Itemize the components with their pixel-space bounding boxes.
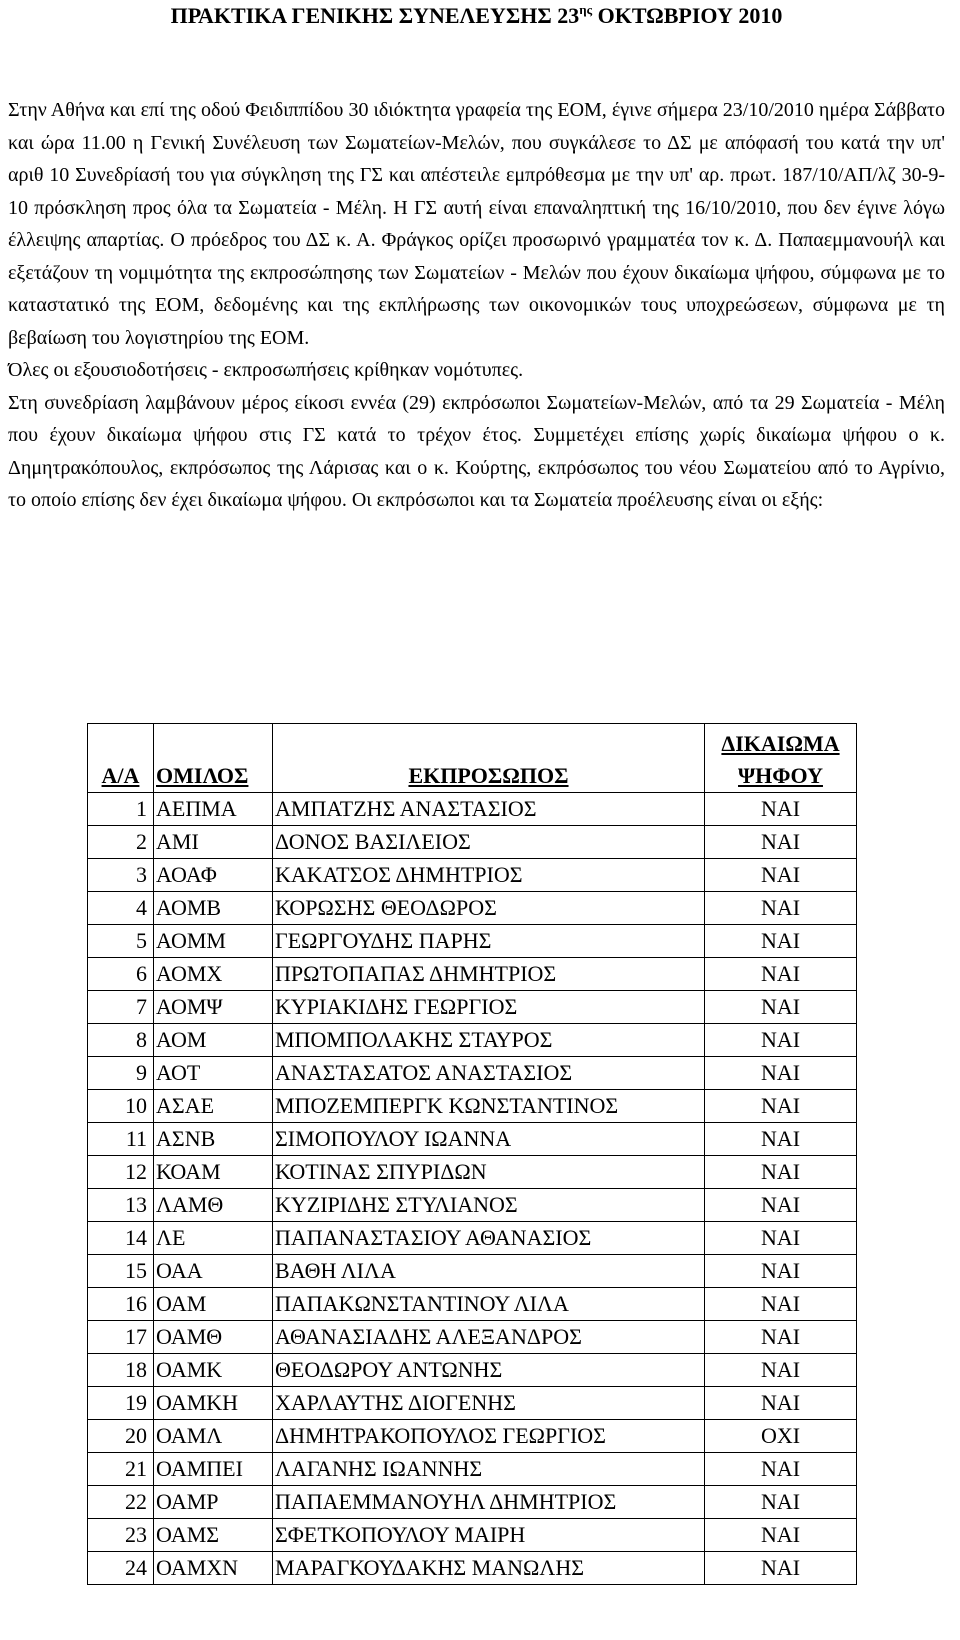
cell-aa: 8: [88, 1024, 154, 1057]
table-row: [88, 1156, 857, 1189]
cell-aa: 9: [88, 1057, 154, 1090]
cell-club: ΑΟΜΒ: [154, 892, 273, 925]
cell-vote-right: ΝΑΙ: [705, 991, 857, 1024]
paragraph-authorizations: Όλες οι εξουσιοδοτήσεις - εκπροσωπήσεις κρίθηκαν νομότυπες.: [8, 359, 524, 381]
cell-vote-right: ΝΑΙ: [705, 1519, 857, 1552]
cell-aa: 14: [88, 1222, 154, 1255]
cell-vote-right: ΝΑΙ: [705, 1255, 857, 1288]
header-aa: Α/Α: [88, 724, 154, 793]
cell-representative: ΣΦΕΤΚΟΠΟΥΛΟΥ ΜΑΙΡΗ: [273, 1519, 705, 1552]
cell-club: ΛΑΜΘ: [154, 1189, 273, 1222]
table-row: [88, 1123, 857, 1156]
document-title: [8, 0, 945, 30]
cell-vote-right: ΟΧΙ: [705, 1420, 857, 1453]
cell-club: ΟΑΜΠΕΙ: [154, 1453, 273, 1486]
cell-representative: ΧΑΡΛΑΥΤΗΣ ΔΙΟΓΕΝΗΣ: [273, 1387, 705, 1420]
cell-vote-right: ΝΑΙ: [705, 859, 857, 892]
table-row: [88, 793, 857, 826]
paragraph-attendance: Στη συνεδρίαση λαμβάνουν μέρος είκοσι εννέα (29) εκπρόσωποι Σωματείων-Μελών, από τα 29 Σωματεία - Μέλη που έχουν δικαίωμα ψήφου στις ΓΣ κατά το τρέχον έτος. Συμμετέχει επίσης χωρίς δικαίωμα ψήφου ο κ. Δημητρακόπουλος, εκπρόσωπος της Λάρισας και ο κ. Κούρτης, εκπρόσωπος του νέου Σωματείου από το Αγρίνιο, το οποίο επίσης δεν έχει δικαίωμα ψήφου. Οι εκπρόσωποι και τα Σωματεία προέλευσης είναι οι εξής:: [8, 391, 945, 511]
cell-representative: ΜΑΡΑΓΚΟΥΔΑΚΗΣ ΜΑΝΩΛΗΣ: [273, 1552, 705, 1585]
cell-club: ΑΟΜΧ: [154, 958, 273, 991]
cell-vote-right: ΝΑΙ: [705, 892, 857, 925]
cell-representative: ΚΥΖΙΡΙΔΗΣ ΣΤΥΛΙΑΝΟΣ: [273, 1189, 705, 1222]
cell-club: ΑΣΝΒ: [154, 1123, 273, 1156]
cell-vote-right: ΝΑΙ: [705, 1354, 857, 1387]
cell-aa: 18: [88, 1354, 154, 1387]
table-row: [88, 1552, 857, 1585]
cell-representative: ΠΑΠΑΝΑΣΤΑΣΙΟΥ ΑΘΑΝΑΣΙΟΣ: [273, 1222, 705, 1255]
cell-representative: ΛΑΓΑΝΗΣ ΙΩΑΝΝΗΣ: [273, 1453, 705, 1486]
cell-representative: ΚΑΚΑΤΣΟΣ ΔΗΜΗΤΡΙΟΣ: [273, 859, 705, 892]
cell-club: ΑΟΜ: [154, 1024, 273, 1057]
header-vote-line2: ΨΗΦΟΥ: [738, 763, 823, 788]
table-row: [88, 925, 857, 958]
cell-aa: 2: [88, 826, 154, 859]
title-prefix: ΠΡΑΚΤΙΚΑ ΓΕΝΙΚΗΣ ΣΥΝΕΛΕΥΣΗΣ 23: [170, 3, 580, 28]
table-row: [88, 892, 857, 925]
cell-aa: 7: [88, 991, 154, 1024]
cell-aa: 12: [88, 1156, 154, 1189]
cell-representative: ΠΑΠΑΕΜΜΑΝΟΥΗΛ ΔΗΜΗΤΡΙΟΣ: [273, 1486, 705, 1519]
cell-representative: ΣΙΜΟΠΟΥΛΟΥ ΙΩΑΝΝΑ: [273, 1123, 705, 1156]
cell-representative: ΠΡΩΤΟΠΑΠΑΣ ΔΗΜΗΤΡΙΟΣ: [273, 958, 705, 991]
title-suffix: ΟΚΤΩΒΡΙΟΥ 2010: [592, 3, 783, 28]
table-row: [88, 1222, 857, 1255]
paragraph-opening: Στην Αθήνα και επί της οδού Φειδιππίδου 30 ιδιόκτητα γραφεία της ΕΟΜ, έγινε σήμερα 23/10/2010 ημέρα Σάββατο και ώρα 11.00 η Γενική Συνέλευση των Σωματείων-Μελών, που συγκάλεσε το ΔΣ με απόφασή του κατά την υπ' αριθ 10 Συνεδρίασή του για σύγκληση της ΓΣ και απέστειλε εμπρόθεσμα με την υπ' αρ. πρωτ. 187/10/ΑΠ/λζ 30-9-10 πρόσκληση προς όλα τα Σωματεία - Μέλη. Η ΓΣ αυτή είναι επαναληπτική της 16/10/2010, που δεν έγινε λόγω έλλειψης απαρτίας. Ο πρόεδρος του ΔΣ κ. Α. Φράγκος ορίζει προσωρινό γραμματέα τον κ. Δ. Παπαεμμανουήλ και εξετάζουν τη νομιμότητα της εκπροσώπησης των Σωματείων - Μελών που έχουν δικαίωμα ψήφου, σύμφωνα με το καταστατικό της ΕΟΜ, δεδομένης και της εκπλήρωσης των οικονομικών τους υποχρεώσεων, σύμφωνα με τη βεβαίωση του λογιστηρίου της ΕΟΜ.: [8, 99, 945, 349]
cell-club: ΛΕ: [154, 1222, 273, 1255]
representatives-table: [87, 723, 857, 1585]
cell-vote-right: ΝΑΙ: [705, 1288, 857, 1321]
title-superscript: ης: [579, 2, 593, 17]
table-header-row: [88, 724, 857, 793]
table-row: [88, 1255, 857, 1288]
cell-club: ΟΑΜΧΝ: [154, 1552, 273, 1585]
cell-vote-right: ΝΑΙ: [705, 1321, 857, 1354]
cell-aa: 23: [88, 1519, 154, 1552]
cell-aa: 19: [88, 1387, 154, 1420]
cell-club: ΟΑΑ: [154, 1255, 273, 1288]
cell-vote-right: ΝΑΙ: [705, 958, 857, 991]
cell-representative: ΔΗΜΗΤΡΑΚΟΠΟΥΛΟΣ ΓΕΩΡΓΙΟΣ: [273, 1420, 705, 1453]
cell-aa: 22: [88, 1486, 154, 1519]
cell-vote-right: ΝΑΙ: [705, 1156, 857, 1189]
cell-representative: ΒΑΘΗ ΛΙΛΑ: [273, 1255, 705, 1288]
table-row: [88, 1189, 857, 1222]
cell-vote-right: ΝΑΙ: [705, 1453, 857, 1486]
cell-club: ΑΕΠΜΑ: [154, 793, 273, 826]
cell-aa: 15: [88, 1255, 154, 1288]
header-vote-line1: ΔΙΚΑΙΩΜΑ: [721, 731, 840, 756]
cell-aa: 5: [88, 925, 154, 958]
cell-club: ΟΑΜΡ: [154, 1486, 273, 1519]
cell-vote-right: ΝΑΙ: [705, 1189, 857, 1222]
cell-aa: 10: [88, 1090, 154, 1123]
cell-vote-right: ΝΑΙ: [705, 1387, 857, 1420]
cell-representative: ΚΥΡΙΑΚΙΔΗΣ ΓΕΩΡΓΙΟΣ: [273, 991, 705, 1024]
cell-club: ΟΑΜΚΗ: [154, 1387, 273, 1420]
cell-aa: 20: [88, 1420, 154, 1453]
cell-club: ΑΜΙ: [154, 826, 273, 859]
cell-representative: ΚΟΤΙΝΑΣ ΣΠΥΡΙΔΩΝ: [273, 1156, 705, 1189]
cell-club: ΟΑΜΘ: [154, 1321, 273, 1354]
table-row: [88, 1387, 857, 1420]
cell-club: ΟΑΜΚ: [154, 1354, 273, 1387]
table-row: [88, 1321, 857, 1354]
table-row: [88, 1024, 857, 1057]
cell-club: ΑΟΜΜ: [154, 925, 273, 958]
table-row: [88, 1354, 857, 1387]
table-row: [88, 826, 857, 859]
cell-representative: ΠΑΠΑΚΩΝΣΤΑΝΤΙΝΟΥ ΛΙΛΑ: [273, 1288, 705, 1321]
table-row: [88, 1486, 857, 1519]
cell-aa: 4: [88, 892, 154, 925]
cell-representative: ΘΕΟΔΩΡΟΥ ΑΝΤΩΝΗΣ: [273, 1354, 705, 1387]
cell-aa: 11: [88, 1123, 154, 1156]
cell-aa: 1: [88, 793, 154, 826]
cell-vote-right: ΝΑΙ: [705, 826, 857, 859]
header-club: ΟΜΙΛΟΣ: [154, 724, 273, 793]
cell-representative: ΑΝΑΣΤΑΣΑΤΟΣ ΑΝΑΣΤΑΣΙΟΣ: [273, 1057, 705, 1090]
table-row: [88, 1453, 857, 1486]
cell-club: ΑΟΜΨ: [154, 991, 273, 1024]
cell-vote-right: ΝΑΙ: [705, 1222, 857, 1255]
cell-vote-right: ΝΑΙ: [705, 793, 857, 826]
cell-club: ΚΟΑΜ: [154, 1156, 273, 1189]
cell-representative: ΚΟΡΩΣΗΣ ΘΕΟΔΩΡΟΣ: [273, 892, 705, 925]
cell-representative: ΔΟΝΟΣ ΒΑΣΙΛΕΙΟΣ: [273, 826, 705, 859]
cell-aa: 13: [88, 1189, 154, 1222]
cell-vote-right: ΝΑΙ: [705, 1057, 857, 1090]
table-row: [88, 1057, 857, 1090]
cell-representative: ΑΘΑΝΑΣΙΑΔΗΣ ΑΛΕΞΑΝΔΡΟΣ: [273, 1321, 705, 1354]
cell-club: ΑΟΑΦ: [154, 859, 273, 892]
table-row: [88, 1519, 857, 1552]
header-representative: ΕΚΠΡΟΣΩΠΟΣ: [273, 724, 705, 793]
cell-aa: 24: [88, 1552, 154, 1585]
cell-representative: ΜΠΟΖΕΜΠΕΡΓΚ ΚΩΝΣΤΑΝΤΙΝΟΣ: [273, 1090, 705, 1123]
cell-vote-right: ΝΑΙ: [705, 1090, 857, 1123]
cell-aa: 17: [88, 1321, 154, 1354]
cell-aa: 16: [88, 1288, 154, 1321]
cell-vote-right: ΝΑΙ: [705, 925, 857, 958]
cell-vote-right: ΝΑΙ: [705, 1486, 857, 1519]
cell-representative: ΓΕΩΡΓΟΥΔΗΣ ΠΑΡΗΣ: [273, 925, 705, 958]
cell-vote-right: ΝΑΙ: [705, 1552, 857, 1585]
cell-club: ΑΟΤ: [154, 1057, 273, 1090]
table-row: [88, 1288, 857, 1321]
header-vote-right: [705, 724, 857, 793]
cell-club: ΟΑΜΛ: [154, 1420, 273, 1453]
table-row: [88, 1090, 857, 1123]
cell-aa: 6: [88, 958, 154, 991]
table-body: [88, 793, 857, 1585]
cell-vote-right: ΝΑΙ: [705, 1123, 857, 1156]
minutes-body: [8, 94, 945, 517]
cell-club: ΑΣΑΕ: [154, 1090, 273, 1123]
cell-club: ΟΑΜΣ: [154, 1519, 273, 1552]
table-row: [88, 859, 857, 892]
table-row: [88, 991, 857, 1024]
cell-representative: ΜΠΟΜΠΟΛΑΚΗΣ ΣΤΑΥΡΟΣ: [273, 1024, 705, 1057]
cell-aa: 3: [88, 859, 154, 892]
table-row: [88, 958, 857, 991]
table-row: [88, 1420, 857, 1453]
cell-club: ΟΑΜ: [154, 1288, 273, 1321]
cell-vote-right: ΝΑΙ: [705, 1024, 857, 1057]
cell-representative: ΑΜΠΑΤΖΗΣ ΑΝΑΣΤΑΣΙΟΣ: [273, 793, 705, 826]
cell-aa: 21: [88, 1453, 154, 1486]
